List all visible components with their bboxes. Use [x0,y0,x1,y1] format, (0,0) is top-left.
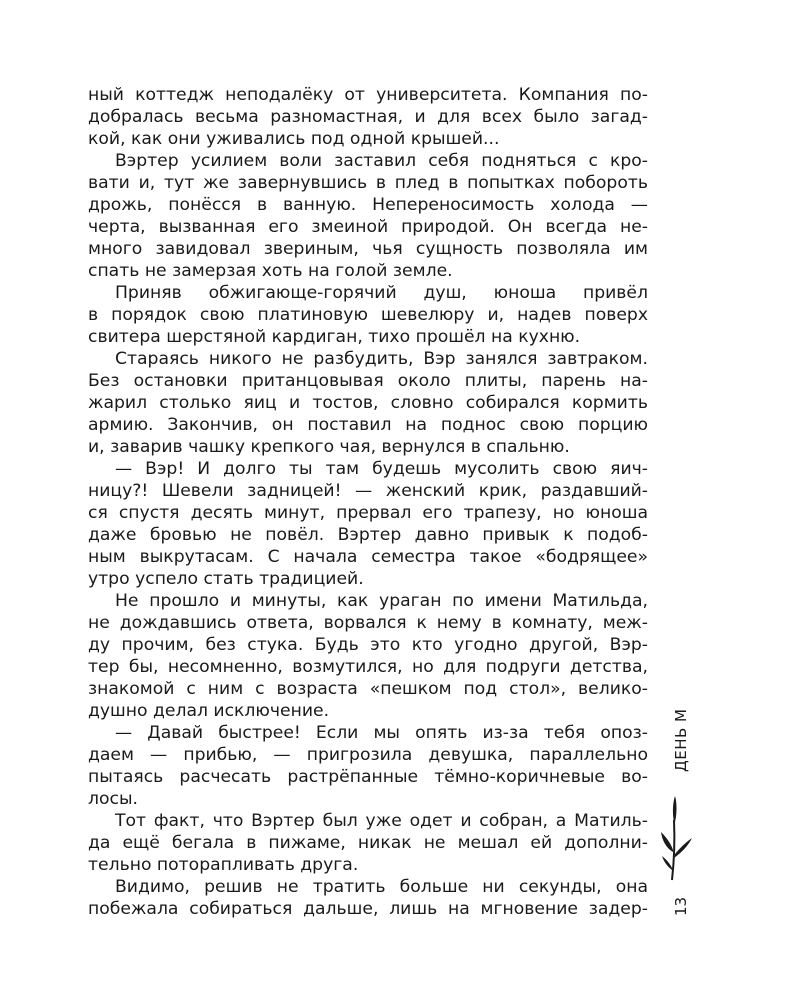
text-line: лосы. [88,789,138,809]
text-line: Без остановки пританцовывая около плиты, парень на- [88,371,648,391]
page-body-text [88,84,648,920]
text-line: да ещё бегала в пижаме, никак не мешал ей дополни- [88,833,648,853]
text-line: Вэртер усилием воли заставил себя подняться с кро- [115,151,648,171]
text-line: даже бровью не повёл. Вэртер давно привык к подоб- [88,525,648,545]
text-line: ный коттедж неподалёку от университета. Компания по- [88,85,648,105]
text-line: Видимо, решив не тратить больше ни секунды, она [115,877,648,897]
text-line: утро успело стать традицией. [88,569,364,589]
text-line: армию. Закончив, он поставил на поднос свою порцию [88,415,648,435]
text-line: — Вэр! И долго ты там будешь мусолить свою яич- [115,459,648,479]
text-line: кой, как они уживались под одной крышей... [88,129,500,149]
reed-ornament-icon [658,792,698,882]
text-line: много завидовал звериным, чья сущность позволяла им [88,239,648,259]
text-line: — Давай быстрее! Если мы опять из-за тебя опоз- [115,723,648,743]
text-line: ду прочим, без стука. Будь это кто угодно другой, Вэр- [88,635,648,655]
text-line: знакомой с ним с возраста «пешком под стол», велико- [88,679,648,699]
text-line: черта, вызванная его змеиной природой. Он всегда не- [88,217,648,237]
text-line: ным выкрутасам. С начала семестра такое «бодрящее» [88,547,648,567]
text-line: вати и, тут же завернувшись в плед в попытках побороть [88,173,648,193]
text-line: ся спустя десять минут, прервал его трапезу, но юноша [88,503,648,523]
text-line: душно делал исключение. [88,701,330,721]
text-line: тельно поторапливать друга. [88,855,359,875]
text-line: Приняв обжигающе-горячий душ, юноша привёл [115,283,648,303]
text-line: даем — прибью, — пригрозила девушка, параллельно [88,745,648,765]
text-line: тер бы, несомненно, возмутился, но для подруги детства, [88,657,648,677]
text-line: дрожь, понёсся в ванную. Непереносимость холода — [88,195,648,215]
text-line: Стараясь никого не разбудить, Вэр занялся завтраком. [115,349,648,369]
text-line: в порядок свою платиновую шевелюру и, надев поверх [88,305,648,325]
chapter-running-head: ДЕНЬ М [672,708,690,772]
text-line: добралась весьма разномастная, и для всех было загад- [88,107,648,127]
text-line: и, заварив чашку крепкого чая, вернулся в спальню. [88,437,570,457]
text-line: побежала собираться дальше, лишь на мгновение задер- [88,899,648,919]
text-line: Тот факт, что Вэртер был уже одет и собран, а Матиль- [115,811,648,831]
text-line: пытаясь расчесать растрёпанные тёмно-коричневые во- [88,767,648,787]
page-number: 13 [672,896,690,916]
text-line: не дождавшись ответа, ворвался к нему в комнату, меж- [88,613,648,633]
text-line: спать не замерзая хоть на голой земле. [88,261,453,281]
text-line: жарил столько яиц и тостов, словно собирался кормить [88,393,648,413]
text-line: Не прошло и минуты, как ураган по имени Матильда, [115,591,648,611]
text-line: ницу?! Шевели задницей! — женский крик, раздавший- [88,481,648,501]
text-line: свитера шерстяной кардиган, тихо прошёл на кухню. [88,327,581,347]
